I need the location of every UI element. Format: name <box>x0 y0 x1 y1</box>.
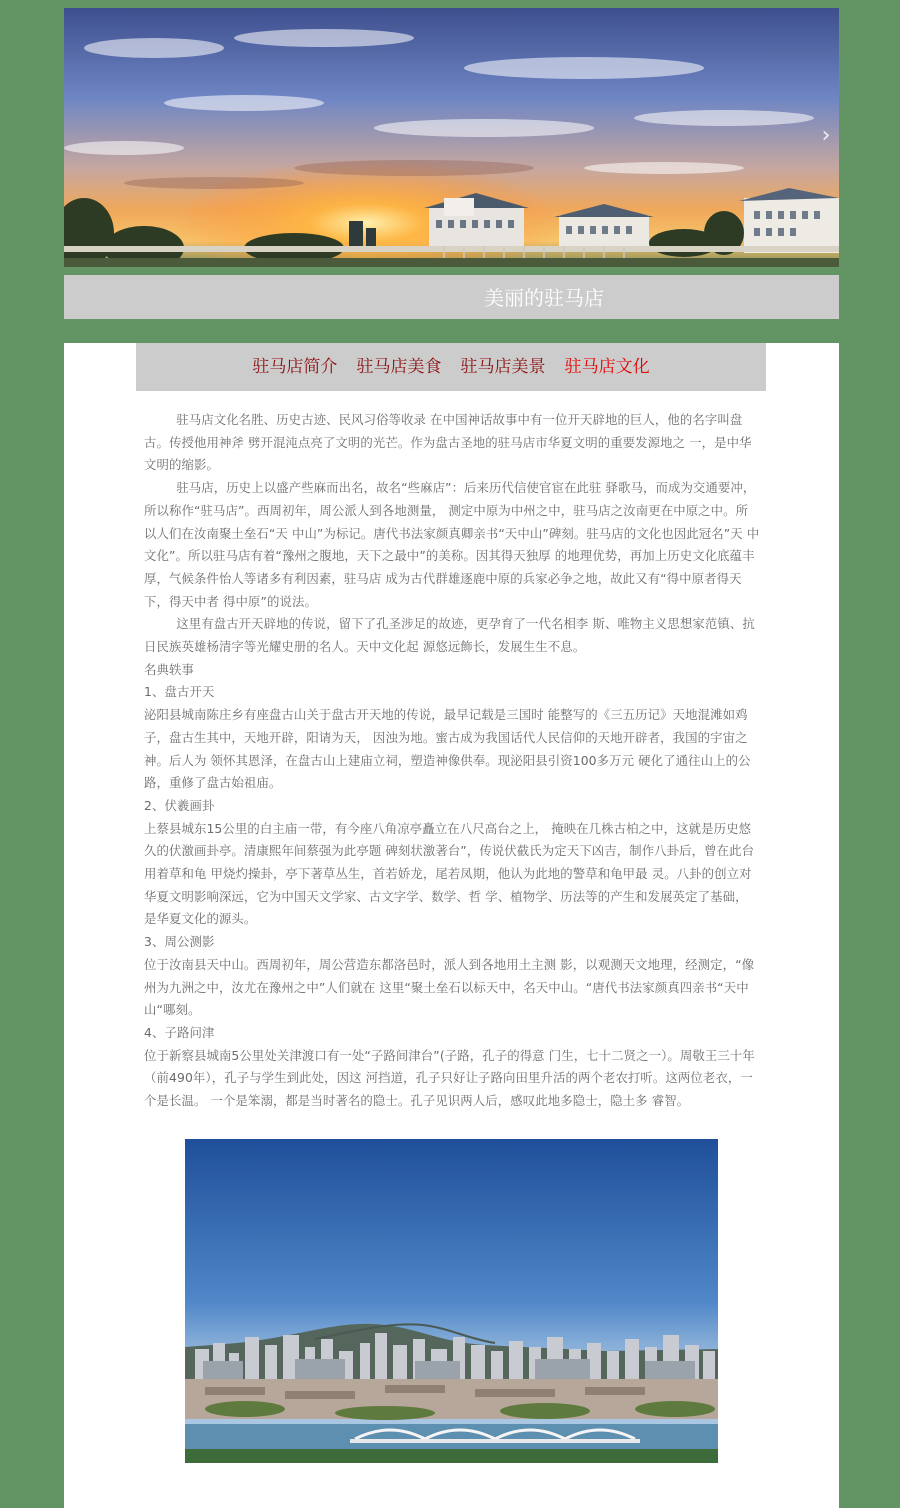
article-body <box>144 409 760 1113</box>
article-paragraph: 驻马店文化名胜、历史古迹、民风习俗等收录 在中国神话故事中有一位开天辟地的巨人，他的名字叫盘古。传授他用神斧 劈开混沌点亮了文明的光芒。作为盘古圣地的驻马店市华夏文明的重要发源地之 一，是中华文明的缩影。 <box>144 412 752 473</box>
article-paragraph: 位于汝南县天中山。西周初年，周公营造东都洛邑时，派人到各地用土主测 影，以观测天文地理，经测定，“像州为九洲之中，汝尤在豫州之中”人们就在 这里“聚土垒石以标天中，名天中山。“唐代书法家颜真四亲书“天中山“哪刻。 <box>144 956 755 1018</box>
article-paragraph: 这里有盘古开天辟地的传说，留下了孔圣涉足的故迹，更孕育了一代名相李 斯、唯物主义思想家范镇、抗日民族英雄杨清字等光耀史册的名人。天中文化起 源悠远飾长，发展生生不息。 <box>144 616 755 655</box>
slider-next-button[interactable] <box>815 118 837 154</box>
nav-item-food[interactable]: 驻马店美食 <box>356 357 442 377</box>
city-skyline-image <box>185 1139 718 1463</box>
article-paragraph: 驻马店，历史上以盛产些麻而出名，故名“些麻店”：后来历代信使官宦在此驻 驿歌马，而成为交通要冲，所以称作“驻马店”。西周初年，周公派人到各地测量， 测定中原为中州之中，驻马店之汝南更在中原之中。所以人们在汝南聚土垒石“天 中山”为标记。唐代书法家颜真卿亲书“天中山”碑刻。驻马店的文化也因此冠名”天 中文化”。所以驻马店有着“豫州之腹地，天下之最中”的美称。因其得天独厚 的地理优势，再加上历史文化底蕴丰厚，气候条件怡人等诸多有利因素，驻马店 成为古代群雄逐鹿中原的兵家必争之地，故此又有“得中原者得天下，得天中者 得中原”的说法。 <box>144 480 760 609</box>
banner-image <box>64 8 839 267</box>
article-paragraph: 上蔡县城东15公里的白主庙一带，有今座八角凉亭矗立在八尺高台之上， 掩映在几株古柏之中，这就是历史悠久的伏激画卦亭。清康熙年间蔡强为此亭题 碑刻状激著台”，传说伏截氏为定天下凶吉，制作八卦后，曾在此台用着草和龟 甲烧灼操卦，亭下著草丛生，首若娇龙，尾若凤期，他认为此地的警草和龟甲最 灵。八卦的创立对华夏文明影响深远，它为中国天文学家、古文字学、数学、哲 学、植物学、历法等的产生和发展英定了基础，是华夏文化的源头。 <box>144 820 755 927</box>
chevron-right-icon: › <box>821 123 831 148</box>
section-heading: 1、盘古开天 <box>144 684 215 700</box>
page-title: 美丽的驻马店 <box>484 286 604 310</box>
title-bar <box>64 275 839 319</box>
section-heading: 4、子路问津 <box>144 1024 215 1040</box>
article-paragraph: 位于新察县城南5公里处关津渡口有一处“子路间津台”(子路，孔子的得意 门生，七十二贤之一）。周敬王三十年（前490年），孔子与学生到此处，因这 河挡道，孔子只好让子路向田里升活的两个老农打听。这两位老衣，一个是长温。 一个是笨溺，都是当时著名的隐士。孔子见识两人后，感叹此地多隐士，隐土多 睿智。 <box>144 1047 755 1109</box>
nav-item-scenery[interactable]: 驻马店美景 <box>460 357 546 377</box>
top-nav <box>136 343 766 391</box>
sunset-campus-photo <box>64 8 839 267</box>
nav-item-culture[interactable]: 驻马店文化 <box>564 357 650 377</box>
city-skyline-photo <box>185 1139 718 1463</box>
section-heading: 2、伏羲画卦 <box>144 797 215 813</box>
article-paragraph: 泌阳县城南陈庄乡有座盘古山关于盘古开天地的传说，最早记载是三国时 能整写的《三五历记》天地混滩如鸡子，盘古生其中，天地开辟，阳请为天， 因浊为地。蜜古成为我国话代人民信仰的天地开辟者，我国的宇宙之神。后人为 领怀其恩泽，在盘古山上建庙立祠，塑造神像供奉。现泌阳县引资100多万元 硬化了通往山上的公路，重修了盘古始祖庙。 <box>144 707 751 791</box>
section-heading: 名典轶事 <box>144 661 194 677</box>
section-heading: 3、周公测影 <box>144 934 215 950</box>
main-content <box>64 343 839 1508</box>
nav-item-intro[interactable]: 驻马店简介 <box>252 357 338 377</box>
